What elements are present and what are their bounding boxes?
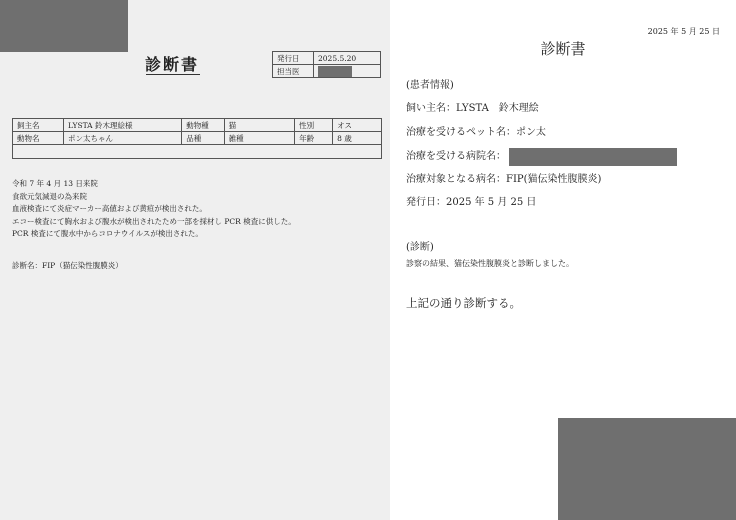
note-line: 令和 7 年 4 月 13 日来院 xyxy=(12,179,98,188)
redaction-block xyxy=(558,418,736,520)
patient-info-header: (患者情報) xyxy=(406,80,454,91)
vet-redaction xyxy=(318,66,352,77)
species-value: 猫 xyxy=(224,119,295,132)
owner-value: LYSTA 鈴木理絵様 xyxy=(64,119,182,132)
document-title: 診断書 xyxy=(144,55,199,74)
info-row-1 xyxy=(13,119,382,132)
age-label: 年齢 xyxy=(295,132,333,145)
typed-document xyxy=(390,0,736,520)
animal-label: 動物名 xyxy=(13,132,64,145)
info-row-2 xyxy=(13,132,382,145)
owner-name: 飼い主名：LYSTA 鈴木理絵 xyxy=(406,103,539,114)
patient-info-table xyxy=(12,118,382,159)
note-line: PCR 検査にて腹水中からコロナウイルスが検出された。 xyxy=(12,229,203,238)
vet-row xyxy=(273,65,381,78)
issue-table xyxy=(272,51,381,78)
note-line: 食欲元気減退の為来院 xyxy=(12,191,87,201)
info-row-empty xyxy=(13,145,382,159)
closing-statement: 上記の通り診断する。 xyxy=(406,296,521,310)
issue-row xyxy=(273,52,381,65)
breed-label: 品種 xyxy=(182,132,224,145)
pet-name: 治療を受けるペット名：ポン太 xyxy=(406,127,546,138)
sex-label: 性別 xyxy=(295,119,333,132)
species-label: 動物種 xyxy=(182,119,224,132)
diagnosis-text: 診察の結果、猫伝染性腹膜炎と診断しました。 xyxy=(406,259,574,268)
note-line: 血液検査にて炎症マーカー高値および黄疸が検出された。 xyxy=(12,204,207,213)
document-date: 2025 年 5 月 25 日 xyxy=(647,27,720,36)
animal-value: ポン太ちゃん xyxy=(64,132,182,145)
clinical-notes xyxy=(12,178,296,241)
owner-label: 飼主名 xyxy=(13,119,64,132)
note-line: エコー検査にて胸水および腹水が検出されたため一部を採材し PCR 検査に供した。 xyxy=(12,216,296,226)
issue-date-label: 発行日 xyxy=(273,52,314,65)
diagnosis-line: 診断名：FIP（猫伝染性腹膜炎） xyxy=(12,261,123,270)
breed-value: 雑種 xyxy=(224,132,295,145)
empty-cell xyxy=(13,145,382,159)
issue-date: 発行日：2025 年 5 月 25 日 xyxy=(406,197,537,208)
hospital-name xyxy=(406,147,677,166)
document-title: 診断書 xyxy=(540,40,586,58)
hospital-redaction xyxy=(509,148,677,166)
diagnosis-header: (診断) xyxy=(406,242,434,253)
title-underline xyxy=(146,74,200,75)
issue-date-value: 2025.5.20 xyxy=(314,52,381,65)
vet-value xyxy=(314,65,381,78)
sex-value: オス xyxy=(333,119,382,132)
hospital-label: 治療を受ける病院名： xyxy=(406,151,506,162)
disease-name: 治療対象となる病名：FIP(猫伝染性腹膜炎) xyxy=(406,174,602,185)
vet-label: 担当医 xyxy=(273,65,314,78)
redaction-block xyxy=(0,0,128,52)
age-value: 8 歳 xyxy=(333,132,382,145)
